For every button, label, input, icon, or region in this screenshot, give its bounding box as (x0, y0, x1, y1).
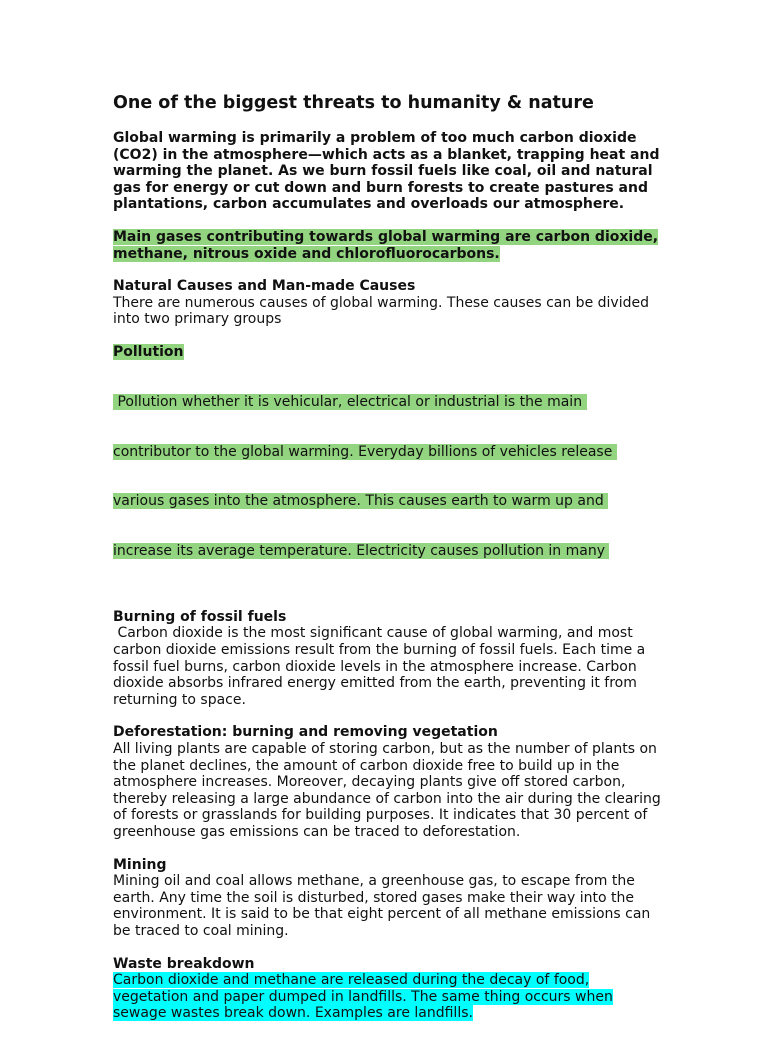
body-line: atmosphere increases. Moreover, decaying plants give off stored carbon, (113, 774, 626, 791)
section-body (113, 873, 658, 939)
body-line: be traced to coal mining. (113, 922, 289, 939)
gases-line: methane, nitrous oxide and chlorofluorocarbons. (113, 245, 500, 262)
section-mining (113, 857, 658, 940)
body-line: All living plants are capable of storing carbon, but as the number of plants on (113, 741, 657, 757)
intro-line: gas for energy or cut down and burn forests to create pastures and (113, 179, 648, 196)
body-line: contributor to the global warming. Everyday billions of vehicles release (113, 443, 617, 460)
intro-paragraph (113, 130, 658, 213)
body-line: Carbon dioxide is the most significant cause of global warming, and most (113, 625, 633, 642)
section-body (113, 295, 658, 328)
section-body (113, 741, 661, 841)
body-line: thereby releasing a large abundance of carbon into the air during the clearing (113, 790, 661, 807)
intro-line: (CO2) in the atmosphere—which acts as a blanket, trapping heat and (113, 146, 660, 163)
section-body (113, 625, 658, 708)
intro-line: warming the planet. As we burn fossil fuels like coal, oil and natural (113, 163, 653, 180)
section-body (113, 972, 658, 1022)
body-line: the planet declines, the amount of carbon dioxide free to build up in the (113, 757, 620, 774)
section-heading: Deforestation: burning and removing vegetation (113, 724, 498, 741)
body-line: earth. Any time the soil is disturbed, stored gases make their way into the (113, 889, 634, 906)
gases-line: Main gases contributing towards global warming are carbon dioxide, (113, 228, 659, 245)
body-line: sewage wastes break down. Examples are landfills. (113, 1005, 473, 1022)
section-heading: Natural Causes and Man-made Causes (113, 278, 416, 295)
section-waste (113, 956, 658, 1022)
section-fossil-fuels (113, 609, 658, 709)
body-line: dioxide absorbs infrared energy emitted from the earth, preventing it from (113, 675, 637, 692)
body-line: fossil fuel burns, carbon dioxide levels in the atmosphere increase. Carbon (113, 658, 637, 675)
section-deforestation (113, 724, 661, 840)
body-line: vegetation and paper dumped in landfills. The same thing occurs when (113, 988, 613, 1005)
body-line: Carbon dioxide and methane are released during the decay of food, (113, 972, 590, 989)
section-pollution (113, 344, 658, 593)
body-line: increase its average temperature. Electricity causes pollution in many (113, 543, 610, 560)
body-line: Pollution whether it is vehicular, electrical or industrial is the main (113, 393, 587, 410)
body-line: environment. It is said to be that eight percent of all methane emissions can (113, 906, 651, 923)
document-page (113, 92, 661, 1038)
body-line: Mining oil and coal allows methane, a greenhouse gas, to escape from the (113, 873, 635, 890)
section-heading: Waste breakdown (113, 955, 255, 972)
gases-paragraph (113, 229, 658, 262)
section-body (113, 361, 658, 593)
body-line: various gases into the atmosphere. This causes earth to warm up and (113, 493, 609, 510)
body-line: returning to space. (113, 691, 246, 708)
body-line: carbon dioxide emissions result from the burning of fossil fuels. Each time a (113, 642, 646, 659)
section-heading: Mining (113, 856, 167, 873)
body-line: greenhouse gas emissions can be traced to deforestation. (113, 823, 521, 840)
intro-line: plantations, carbon accumulates and overloads our atmosphere. (113, 196, 625, 213)
body-line: into two primary groups (113, 311, 282, 328)
document-title: One of the biggest threats to humanity & nature (113, 93, 594, 113)
section-heading: Pollution (113, 343, 184, 360)
body-line: of forests or grasslands for building purposes. It indicates that 30 percent of (113, 807, 648, 824)
body-line: There are numerous causes of global warming. These causes can be divided (113, 294, 649, 311)
intro-line: Global warming is primarily a problem of too much carbon dioxide (113, 130, 637, 146)
section-causes (113, 278, 658, 328)
section-heading: Burning of fossil fuels (113, 608, 287, 625)
